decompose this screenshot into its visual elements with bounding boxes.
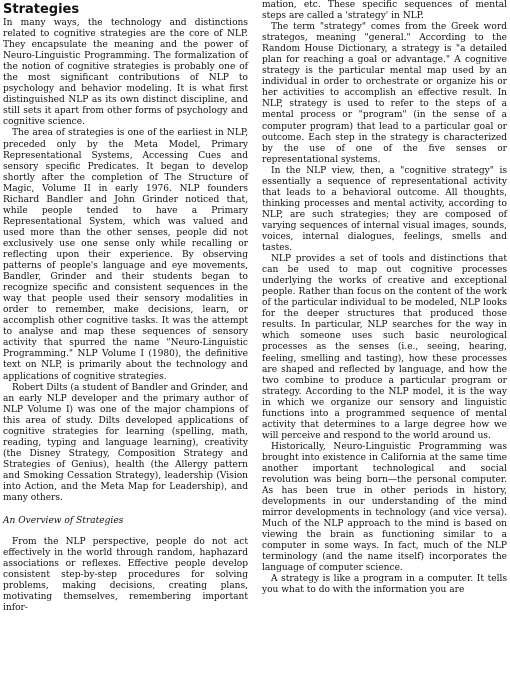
continuation-paragraph: mation, etc. These specific sequences of mental steps are called a 'strategy' in NLP. [262, 0, 507, 22]
page-title: Strategies [3, 2, 80, 17]
strategy-term-paragraph: The term "strategy" comes from the Greek word strategos, meaning "general." According to the Random House Dictionary, a strategy is "a detailed plan for reaching a goal or advantage." A cognitive strategy is the particular mental map used by an individual in order to orchestrate or organize his or her activities to accomplish an effective result. In NLP, strategy is used to refer to the steps of a mental process or "program" (in the sense of a computer program) that lead to a particular goal or outcome. Each step in the strategy is characterized by the use of one of the five senses or representational systems. [262, 22, 507, 165]
overview-paragraph: From the NLP perspective, people do not act effectively in the world through random, haphazard associations or reflexes. Effective people develop consistent step-by-step procedures for solving problems, making decisions, creating plans, motivating themselves, remembering important infor- [3, 537, 248, 614]
historical-paragraph: Historically, Neuro-Linguistic Programming was brought into existence in California at the same time another important technological and social revolution was being born—the personal computer. As has been true in other periods in history, developments in our understanding of the mind mirror developments in technology (and vice versa). Much of the NLP approach to the mind is based on viewing the brain as functioning similar to a computer in some ways. In fact, much of the NLP terminology (and the name itself) incorporates the language of computer science. [262, 441, 507, 574]
dilts-paragraph: Robert Dilts (a student of Bandler and Grinder, and an early NLP developer and the primary author of NLP Volume I) was one of the major champions of this area of study. Dilts developed applications of cognitive strategies for learning (spelling, math, reading, typing and language learning), creativity (the Disney Strategy, Composition Strategy and Strategies of Genius), health (the Allergy pattern and Smoking Cessation Strategy), leadership (Vision into Action, and the Meta Map for Leadership), and many others. [3, 382, 248, 504]
cognitive-strategy-paragraph: In the NLP view, then, a "cognitive strategy" is essentially a sequence of representational activity that leads to a behavioral outcome. All thoughts, thinking processes and mental activity, according to NLP, are such strategies; they are composed of varying sequences of internal visual images, sounds, voices, internal dialogues, feelings, smells and tastes. [262, 165, 507, 254]
right-column [262, 0, 507, 597]
history-paragraph: The area of strategies is one of the earliest in NLP, preceded only by the Meta Model, Primary Representational Systems, Accessing Cues and sensory specific Predicates. It began to develop shortly after the completion of The Structure of Magic, Volume II in early 1976. NLP founders Richard Bandler and John Grinder noticed that, while people tended to have a Primary Representational System, which was valued and used more than the other senses, people did not exclusively use one sense only while recalling or reflecting upon their experience. By observing patterns of people's language and eye movements, Bandler, Grinder and their students began to recognize specific and consistent sequences in the way that people used their sensory modalities in order to remember, make decisions, learn, or accomplish other cognitive tasks. It was the attempt to analyse and map these sequences of sensory activity that spurred the name "Neuro-Linguistic Programming." NLP Volume I (1980), the definitive text on NLP, is primarily about the technology and applications of cognitive strategies. [3, 128, 248, 382]
intro-paragraph: In many ways, the technology and distinctions related to cognitive strategies are the core of NLP. They encapsulate the meaning and the power of Neuro-Linguistic Programming. The formalization of the notion of cognitive strategies is probably one of the most significant contributions of NLP to psychology and behavior modeling. It is what first distinguished NLP as its own distinct discipline, and still sets it apart from other forms of psychology and cognitive science. [3, 18, 248, 128]
nlp-tools-paragraph: NLP provides a set of tools and distinctions that can be used to map out cognitive processes underlying the works of creative and exceptional people. Rather than focus on the content of the work of the particular individual to be modeled, NLP looks for the deeper structures that produced those results. In particular, NLP searches for the way in which someone uses such basic neurological processes as the senses (i.e., seeing, hearing, feeling, smelling and tasting), how these processes are shaped and reflected by language, and how the two combine to produce a particular program or strategy. According to the NLP model, it is the way in which we organize our sensory and linguistic functions into a programmed sequence of mental activity that determines to a large degree how we will perceive and respond to the world around us. [262, 254, 507, 441]
program-analogy-paragraph: A strategy is like a program in a computer. It tells you what to do with the information you are [262, 574, 507, 596]
left-column [3, 0, 248, 614]
section-subheading: An Overview of Strategies [3, 516, 124, 527]
